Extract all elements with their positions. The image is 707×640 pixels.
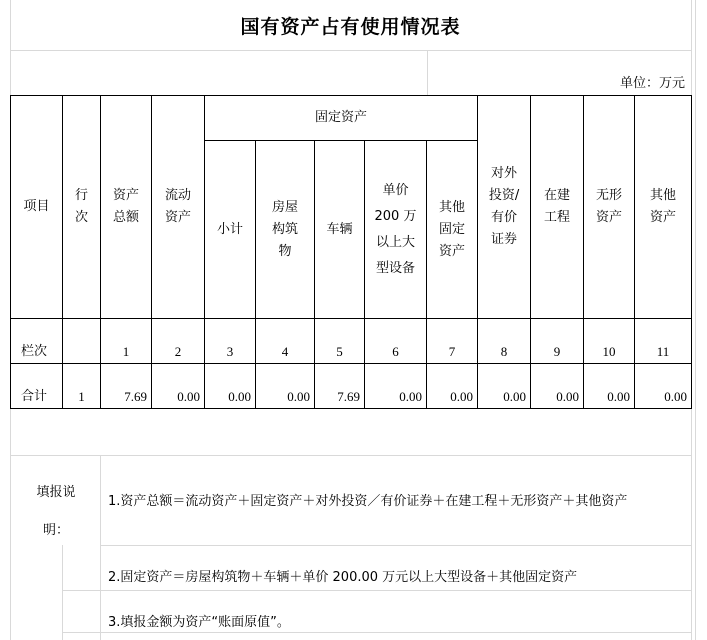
notes-label-line: 填报说 [36, 485, 76, 500]
header-large-equipment-line: 型设备 [375, 260, 415, 276]
total-value-cell: 0.00 [478, 364, 531, 409]
gridline [695, 0, 696, 640]
column-number-cell: 10 [584, 319, 635, 364]
note-item: 1.资产总额＝流动资产＋固定资产＋对外投资／有价证券＋在建工程＋无形资产＋其他资产 [108, 494, 628, 509]
header-construction [531, 96, 584, 319]
header-vehicles: 车辆 [315, 141, 365, 319]
header-row-no [63, 96, 101, 319]
header-other-assets-line: 资产 [650, 210, 677, 225]
asset-table [10, 95, 692, 409]
header-investment-line: 对外 [491, 166, 518, 181]
column-number-cell: 6 [365, 319, 427, 364]
unit-label: 单位：万元 [619, 76, 685, 91]
column-number-cell: 2 [152, 319, 205, 364]
page-title: 国有资产占有使用情况表 [240, 16, 461, 38]
column-number-cell [63, 319, 101, 364]
total-value-cell: 0.00 [584, 364, 635, 409]
gridline [10, 455, 691, 456]
header-large-equipment-line: 单价 [382, 182, 409, 198]
header-current-assets [152, 96, 205, 319]
header-other-fixed-line: 资产 [439, 243, 466, 259]
header-total-assets-line: 资产 [112, 188, 139, 203]
total-value-cell: 0.00 [635, 364, 692, 409]
column-number-cell: 9 [531, 319, 584, 364]
header-fixed-assets: 固定资产 [205, 96, 478, 141]
total-value-cell: 0.00 [152, 364, 205, 409]
total-value-cell: 0.00 [365, 364, 427, 409]
column-number-cell: 1 [101, 319, 152, 364]
gridline [62, 632, 691, 633]
column-number-cell: 3 [205, 319, 256, 364]
column-number-cell: 11 [635, 319, 692, 364]
header-construction-line: 在建 [544, 188, 571, 203]
header-investment-line: 投资/ [488, 188, 520, 203]
header-other-fixed-line: 其他 [439, 199, 466, 215]
gridline [427, 50, 428, 95]
gridline [100, 545, 691, 546]
total-value-cell: 0.00 [256, 364, 315, 409]
gridline [62, 545, 63, 640]
note-item: 3.填报金额为资产“账面原值”。 [108, 615, 290, 630]
header-other-fixed-line: 固定 [439, 221, 466, 237]
column-number-cell: 4 [256, 319, 315, 364]
header-intangible-line: 资产 [596, 210, 623, 225]
header-investment-line: 有价 [491, 210, 518, 225]
header-buildings-line: 物 [278, 243, 292, 259]
header-large-equipment-line: 200 万 [374, 208, 417, 224]
header-row-no-line: 次 [74, 210, 88, 225]
gridline [100, 455, 101, 640]
total-row-no: 1 [63, 364, 101, 409]
header-large-equipment [365, 141, 427, 319]
header-large-equipment-line: 以上大 [375, 234, 415, 250]
gridline [62, 590, 691, 591]
header-subtotal: 小计 [205, 141, 256, 319]
column-number-cell: 7 [427, 319, 478, 364]
header-construction-line: 工程 [544, 210, 571, 225]
notes-label-line: 明： [42, 523, 69, 538]
total-value-cell: 0.00 [427, 364, 478, 409]
header-investment-line: 证券 [491, 232, 518, 247]
total-value-cell: 7.69 [315, 364, 365, 409]
total-row-label: 合计 [11, 364, 63, 409]
header-buildings-line: 构筑 [271, 221, 298, 237]
header-item: 项目 [11, 96, 63, 319]
total-value-cell: 7.69 [101, 364, 152, 409]
header-other-assets-line: 其他 [650, 188, 677, 203]
total-value-cell: 0.00 [531, 364, 584, 409]
header-other-fixed [427, 141, 478, 319]
header-intangible-line: 无形 [596, 188, 623, 203]
header-total-assets [101, 96, 152, 319]
header-investment [478, 96, 531, 319]
header-row-no-line: 行 [74, 188, 88, 203]
header-intangible [584, 96, 635, 319]
header-buildings [256, 141, 315, 319]
header-current-assets-line: 流动 [164, 188, 191, 203]
column-number-row [11, 319, 692, 364]
total-value-cell: 0.00 [205, 364, 256, 409]
gridline [10, 50, 691, 51]
notes-label [22, 474, 90, 550]
note-item: 2.固定资产＝房屋构筑物＋车辆＋单价 200.00 万元以上大型设备＋其他固定资产 [108, 570, 578, 585]
total-row [11, 364, 692, 409]
column-row-label: 栏次 [11, 319, 63, 364]
header-buildings-line: 房屋 [271, 199, 298, 215]
column-number-cell: 8 [478, 319, 531, 364]
header-other-assets [635, 96, 692, 319]
column-number-cell: 5 [315, 319, 365, 364]
header-total-assets-line: 总额 [112, 210, 139, 225]
header-current-assets-line: 资产 [164, 210, 191, 225]
